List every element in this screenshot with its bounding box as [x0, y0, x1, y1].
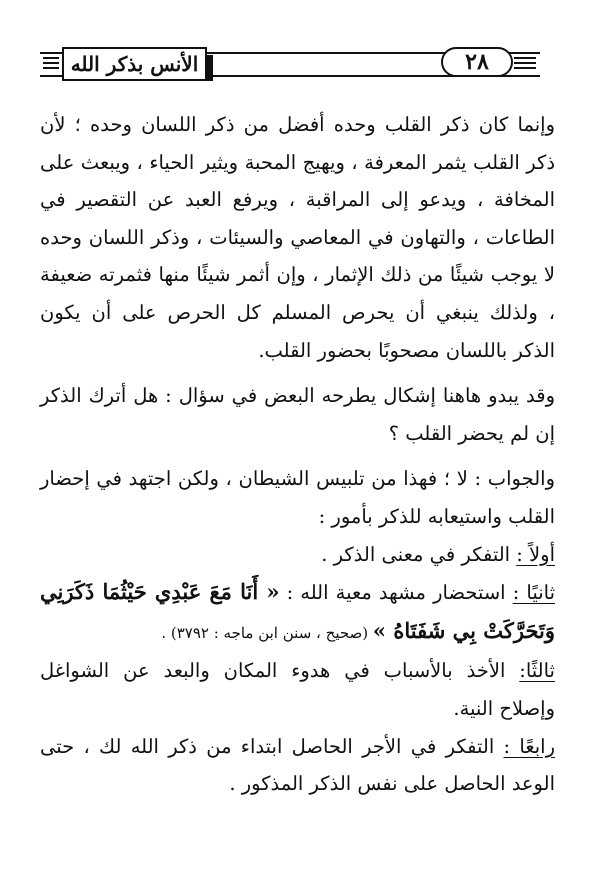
list-item-3-text: الأخذ بالأسباب في هدوء المكان والبعد عن الشواغل وإصلاح النية. — [40, 659, 555, 720]
hadith-source: (صحيح ، سنن ابن ماجه : ٣٧٩٢) . — [161, 623, 373, 642]
hadith-quote: « أَنَا مَعَ عَبْدِي حَيْثُمَا ذَكَرَنِي وَتَحَرَّكَتْ بِي شَفَتَاهُ » — [40, 579, 555, 643]
page-number: ٢٨ — [441, 47, 513, 77]
header-ornament-left — [43, 57, 59, 71]
list-item-2 — [40, 573, 555, 652]
header-ornament-right — [514, 57, 536, 71]
list-item-4-text: التفكر في الأجر الحاصل ابتداء من ذكر الله لك ، حتى الوعد الحاصل على نفس الذكر المذكور . — [40, 734, 555, 796]
list-item-4 — [40, 728, 555, 803]
list-item-1 — [40, 536, 555, 574]
list-item-1-text: التفكر في معنى الذكر . — [321, 542, 517, 566]
list-item-2-text: استحضار مشهد معية الله : — [279, 581, 513, 605]
paragraph-1: وإنما كان ذكر القلب وحده أفضل من ذكر اللسان وحده ؛ لأن ذكر القلب يثمر المعرفة ، ويهيج المحبة ويثير الحياء ، ويبعث على المخافة ، ويدعو إلى المراقبة ، ويرفع العبد عن التقصير في الطاعات ، والتهاون في المعاصي والسيئات ، وذكر اللسان وحده لا يوجب شيئًا من ذلك الإثمار ، وإن أثمر شيئًا منها فثمرته ضعيفة ، ولذلك ينبغي أن يحرص المسلم كل الحرص على أن يكون الذكر باللسان مصحوبًا بحضور القلب. — [40, 113, 555, 362]
book-title: الأنس بذكر الله — [62, 47, 207, 81]
page-body — [40, 106, 555, 803]
list-item-4-label: رابعًا : — [503, 734, 555, 758]
list-item-3 — [40, 652, 555, 727]
list-item-3-label: ثالثًا: — [519, 659, 555, 683]
paragraph-3: والجواب : لا ؛ فهذا من تلبيس الشيطان ، ولكن اجتهد في إحضار القلب واستيعابه للذكر بأمور : — [40, 467, 555, 528]
list-item-1-label: أولاً : — [516, 542, 555, 566]
page-header — [0, 0, 594, 100]
paragraph-2: وقد يبدو هاهنا إشكال يطرحه البعض في سؤال : هل أترك الذكر إن لم يحضر القلب ؟ — [40, 384, 555, 445]
list-item-2-label: ثانيًا : — [512, 581, 555, 605]
